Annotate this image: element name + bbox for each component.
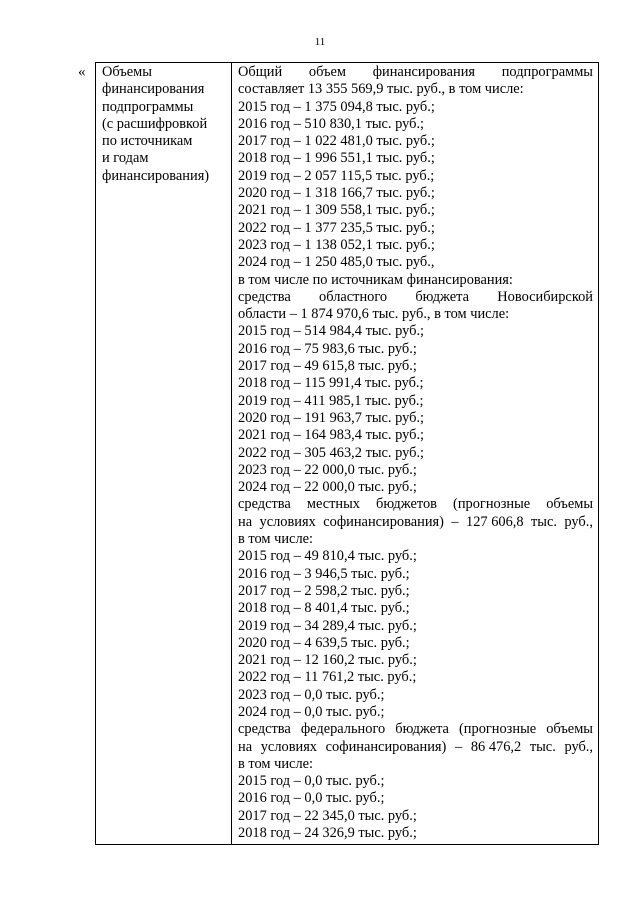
word: Общий: [238, 64, 283, 80]
word: тыс.: [531, 513, 557, 530]
word: 127 606,8: [466, 513, 524, 530]
word: софинансирования): [325, 738, 447, 755]
content-text: [238, 64, 593, 842]
financing-row: [96, 63, 599, 845]
local-year-line: 2024 год – 0,0 тыс. руб.;: [238, 703, 385, 720]
word: на: [238, 738, 253, 755]
total-year-line: 2017 год – 1 022 481,0 тыс. руб.;: [238, 133, 435, 150]
word: подпрограммы: [501, 64, 593, 80]
label-cell: [96, 63, 232, 845]
word: на: [238, 513, 253, 530]
regional-intro-rest: области – 1 874 970,6 тыс. руб., в том числе:: [238, 306, 510, 323]
federal-year-line: 2015 год – 0,0 тыс. руб.;: [238, 773, 385, 790]
local-year-line: 2019 год – 34 289,4 тыс. руб.;: [238, 617, 417, 634]
word: условиях: [260, 738, 318, 755]
total-intro-line: [238, 64, 593, 81]
local-year-line: 2021 год – 12 160,2 тыс. руб.;: [238, 652, 417, 669]
total-year-line: 2015 год – 1 375 094,8 тыс. руб.;: [238, 98, 435, 115]
label-line: Объемы: [102, 64, 152, 80]
local-intro-rest: в том числе:: [238, 531, 314, 548]
local-year-line: 2022 год – 11 761,2 тыс. руб.;: [238, 669, 417, 686]
regional-year-line: 2018 год – 115 991,4 тыс. руб.;: [238, 375, 424, 392]
word: средства: [238, 496, 291, 513]
label-line: (с расшифровкой: [102, 115, 208, 132]
total-year-line: 2024 год – 1 250 485,0 тыс. руб.,: [238, 254, 435, 271]
word: средства: [238, 288, 291, 305]
word: тыс.: [529, 738, 556, 755]
label-line: по источникам: [102, 133, 193, 150]
total-year-line: 2016 год – 510 830,1 тыс. руб.;: [238, 115, 425, 132]
regional-year-line: 2019 год – 411 985,1 тыс. руб.;: [238, 392, 424, 409]
page-number: 11: [314, 36, 326, 48]
total-intro-rest: составляет 13 355 569,9 тыс. руб., в том числе:: [238, 81, 524, 98]
content-cell: [232, 63, 599, 845]
word: местных: [306, 496, 360, 513]
word: –: [454, 738, 463, 755]
label-line: финансирования): [102, 167, 210, 184]
word: руб.,: [564, 738, 593, 755]
total-year-line: 2020 год – 1 318 166,7 тыс. руб.;: [238, 185, 435, 202]
word: областного: [319, 288, 388, 305]
word: –: [451, 513, 459, 530]
word: федерального: [300, 721, 386, 738]
word: (прогнозные: [459, 721, 537, 738]
local-year-line: 2018 год – 8 401,4 тыс. руб.;: [238, 600, 410, 617]
local-year-line: 2017 год – 2 598,2 тыс. руб.;: [238, 582, 410, 599]
label-line: финансирования: [102, 81, 205, 98]
regional-year-line: 2022 год – 305 463,2 тыс. руб.;: [238, 444, 425, 461]
word: средства: [238, 721, 291, 738]
federal-intro-line: [238, 721, 593, 738]
word: условиях: [259, 513, 316, 530]
word: объемы: [546, 721, 593, 738]
regional-year-line: 2017 год – 49 615,8 тыс. руб.;: [238, 358, 417, 375]
federal-year-line: 2018 год – 24 326,9 тыс. руб.;: [238, 825, 417, 842]
word: Новосибирской: [497, 288, 593, 305]
sources-intro-line: в том числе по источникам финансирования:: [238, 271, 513, 288]
label-line: и годам: [102, 150, 149, 167]
word: бюджета: [415, 288, 470, 305]
total-year-line: 2022 год – 1 377 235,5 тыс. руб.;: [238, 219, 435, 236]
regional-year-line: 2020 год – 191 963,7 тыс. руб.;: [238, 409, 425, 426]
word: бюджета: [395, 721, 449, 738]
local-intro-line-2: [238, 514, 593, 531]
label-line: подпрограммы: [102, 98, 194, 115]
regional-year-line: 2024 год – 22 000,0 тыс. руб.;: [238, 479, 417, 496]
local-year-line: 2023 год – 0,0 тыс. руб.;: [238, 686, 385, 703]
total-year-line: 2023 год – 1 138 052,1 тыс. руб.;: [238, 236, 435, 253]
federal-year-line: 2017 год – 22 345,0 тыс. руб.;: [238, 807, 417, 824]
word: 86 476,2: [470, 738, 522, 755]
opening-quote: «: [78, 64, 86, 80]
local-year-line: 2015 год – 49 810,4 тыс. руб.;: [238, 548, 417, 565]
federal-intro-line-2: [238, 739, 593, 756]
word: финансирования: [372, 64, 476, 80]
total-year-line: 2019 год – 2 057 115,5 тыс. руб.;: [238, 167, 435, 184]
local-year-line: 2020 год – 4 639,5 тыс. руб.;: [238, 634, 410, 651]
total-year-line: 2021 год – 1 309 558,1 тыс. руб.;: [238, 202, 435, 219]
regional-year-line: 2023 год – 22 000,0 тыс. руб.;: [238, 461, 417, 478]
federal-year-line: 2016 год – 0,0 тыс. руб.;: [238, 790, 385, 807]
word: руб.,: [564, 513, 593, 530]
word: объемы: [546, 496, 593, 513]
local-year-line: 2016 год – 3 946,5 тыс. руб.;: [238, 565, 410, 582]
regional-year-line: 2016 год – 75 983,6 тыс. руб.;: [238, 340, 417, 357]
word: софинансирования): [323, 513, 444, 530]
regional-year-line: 2015 год – 514 984,4 тыс. руб.;: [238, 323, 425, 340]
word: объем: [308, 64, 346, 80]
regional-year-line: 2021 год – 164 983,4 тыс. руб.;: [238, 427, 425, 444]
word: (прогнозные: [453, 496, 531, 513]
financing-table: [95, 62, 599, 845]
total-year-line: 2018 год – 1 996 551,1 тыс. руб.;: [238, 150, 435, 167]
local-intro-line: [238, 496, 593, 513]
word: бюджетов: [376, 496, 437, 513]
label-text: [102, 64, 226, 185]
federal-intro-rest: в том числе:: [238, 755, 314, 772]
regional-intro-line: [238, 289, 593, 306]
